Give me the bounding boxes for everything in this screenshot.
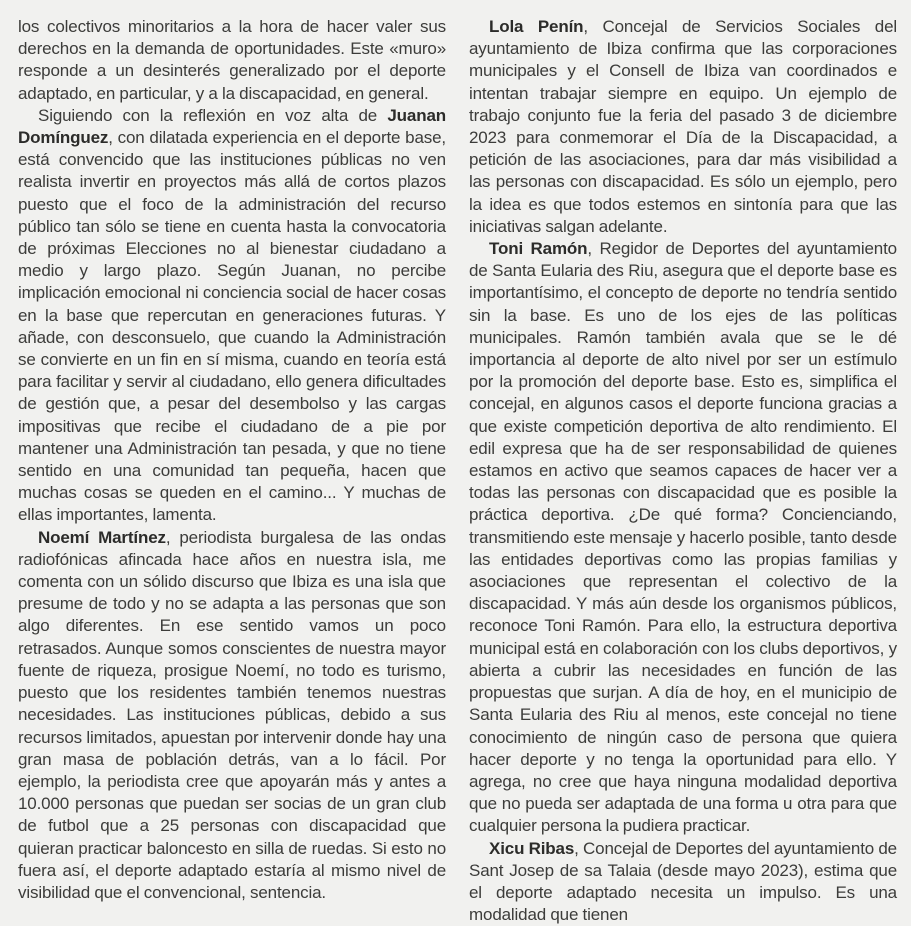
person-name-toni-ramon: Toni Ramón [489,239,588,259]
paragraph-text: Siguiendo con la reflexión en voz alta de [38,105,388,125]
paragraph-text: , Concejal de Deportes del ayuntamiento de Sant Josep de sa Talaia (desde mayo 2023), estima que el deporte adaptado necesita un impulso. Es una modalidad que tienen [469,838,897,925]
right-column [469,16,897,926]
person-name-noemi-martinez: Noemí Martínez [38,527,166,547]
paragraph-text: , con dilatada experiencia en el deporte base, está convencido que las instituciones públicas no ven realista invertir en proyectos más allá de cortos plazos puesto que el foco de la administración del recurso público tan sólo se tiene en cuenta hasta la convocatoria de próximas Elecciones no al bienestar ciudadano a medio y largo plazo. Según Juanan, no percibe implicación emocional ni conciencia social de hacer cosas en la base que repercutan en generaciones futuras. Y añade, con desconsuelo, que cuando la Administración se convierte en un fin en sí misma, cuando en teoría está para facilitar y servir al ciudadano, ello genera dificultades de gestión que, a pesar del desembolso y las cargas impositivas que recibe el ciudadano de a pie por mantener una Administración tan pesada, y que no tiene sentido en una comunidad tan pequeña, hacen que muchas cosas se queden en el camino... Y muchas de ellas importantes, lamenta. [18,128,446,525]
left-column [18,16,446,904]
person-name-xicu-ribas: Xicu Ribas [489,838,575,858]
paragraph-noemi-martinez [18,527,446,904]
person-name-juanan-dominguez: Juanan Domínguez [18,105,446,148]
paragraph-juanan-dominguez [18,105,446,527]
paragraph-text: los colectivos minoritarios a la hora de hacer valer sus derechos en la demanda de oportunidades. Este «muro» responde a un desinterés generalizado por el deporte adaptado, en particular, y a la discapacidad, en general. [18,17,446,103]
person-name-lola-penin: Lola Penín [489,17,584,36]
paragraph-toni-ramon [469,238,897,837]
paragraph-xicu-ribas [469,838,897,926]
paragraph-text: , Concejal de Servicios Sociales del ayuntamiento de Ibiza confirma que las corporaciones municipales y el Consell de Ibiza van coordinados e intentan trabajar siempre en equipo. Un ejemplo de trabajo conjunto fue la feria del pasado 3 de diciembre 2023 para conmemorar el Día de la Discapacidad, a petición de las asociaciones, para dar más visibilidad a las personas con discapacidad. Es sólo un ejemplo, pero la idea es que todos estemos en sintonía para que las iniciativas salgan adelante. [469,17,898,236]
paragraph-text: , Regidor de Deportes del ayuntamiento de Santa Eularia des Riu, asegura que el deporte base es importantísimo, el concepto de deporte no tendría sentido sin la base. Es uno de los ejes de las políticas municipales. Ramón también avala que se le dé importancia al deporte de alto nivel por ser un estímulo por la promoción del deporte base. Esto es, simplifica el concejal, en algunos casos el deporte funciona gracias a que existe competición deportiva de alto rendimiento. El edil expresa que ha de ser responsabilidad de quienes estamos en activo que seamos capaces de hacer ver a todas las personas con discapacidad que es posible la práctica deportiva. ¿De qué forma? Concienciando, transmitiendo este mensaje y hacerlo posible, tanto desde las entidades deportivas como las propias familias y asociaciones que representan el colectivo de la discapacidad. Y más aún desde los organismos públicos, reconoce Toni Ramón. Para ello, la estructura deportiva municipal está en colaboración con los clubs deportivos, y abierta a cubrir las necesidades en función de las propuestas que surjan. A día de hoy, en el municipio de Santa Eularia des Riu al menos, este concejal no tiene conocimiento de ningún caso de persona que quiera hacer deporte y no tenga la oportunidad para ello. Y agrega, no cree que haya ninguna modalidad deportiva que no pueda ser adaptada de una forma u otra para que cualquier persona la pudiera practicar. [469,239,897,836]
paragraph-lola-penin [469,16,897,238]
continuation-paragraph [18,16,446,105]
two-column-layout [18,16,897,926]
paragraph-text: , periodista burgalesa de las ondas radiofónicas afincada hace años en nuestra isla, me comenta con un sólido discurso que Ibiza es una isla que presume de todo y no se adapta a las personas que son algo diferentes. En ese sentido vamos un poco retrasados. Aunque somos conscientes de nuestra mayor fuente de riqueza, prosigue Noemí, no todo es turismo, puesto que los residentes también tenemos nuestras necesidades. Las instituciones públicas, debido a sus recursos limitados, apuestan por intervenir donde hay una gran masa de población detrás, van a lo fácil. Por ejemplo, la periodista cree que apoyarán más y antes a 10.000 personas que puedan ser socias de un gran club de futbol que a 25 personas con discapacidad que quieran practicar baloncesto en silla de ruedas. Si esto no fuera así, el deporte adaptado estaría al mismo nivel de visibilidad que el convencional, sentencia. [18,527,446,902]
